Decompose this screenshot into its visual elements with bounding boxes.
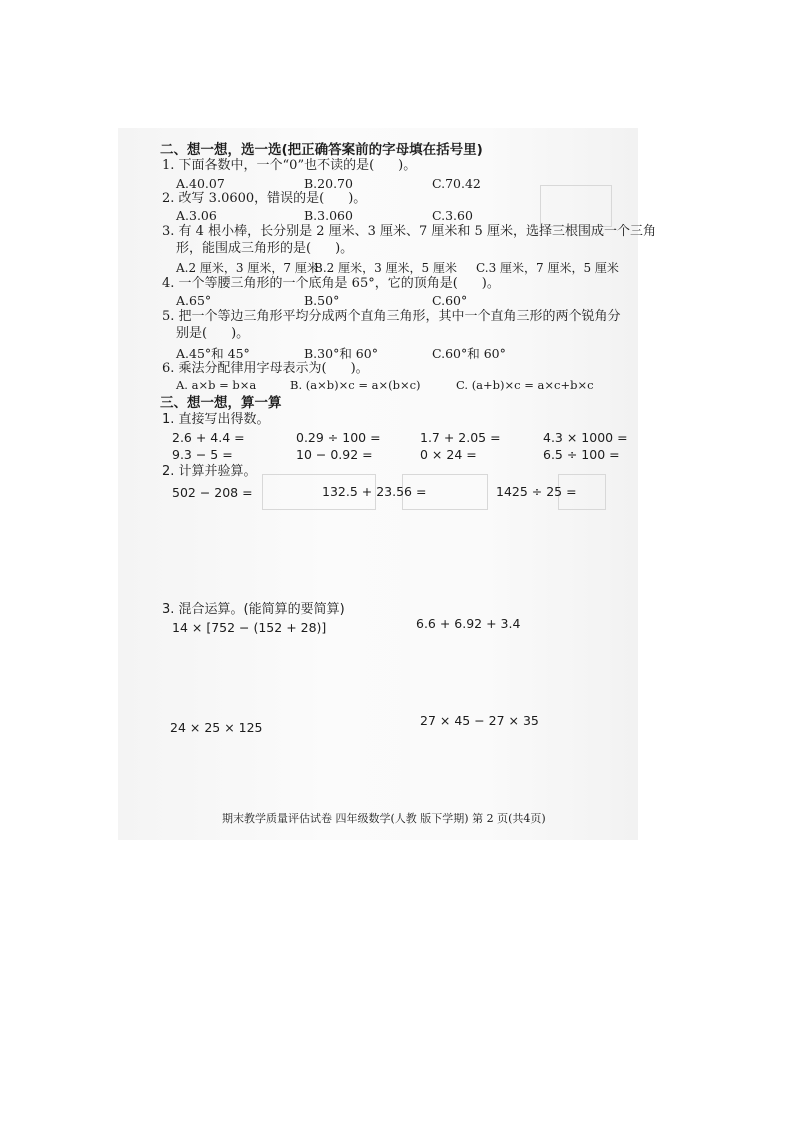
q4-stem: 4. 一个等腰三角形的一个底角是 65°，它的顶角是( )。 <box>162 276 500 291</box>
s3-q1-title: 1. 直接写出得数。 <box>162 412 270 427</box>
s3-q3-title: 3. 混合运算。(能简算的要简算) <box>162 602 345 617</box>
mixed-calc-item: 6.6 + 6.92 + 3.4 <box>416 616 521 631</box>
oral-calc-item: 6.5 ÷ 100 = <box>543 447 620 462</box>
section-3-title: 三、想一想，算一算 <box>160 395 282 411</box>
mixed-calc-item: 24 × 25 × 125 <box>170 720 263 735</box>
q5-stem-line2: 别是( )。 <box>176 326 250 341</box>
s3-q2-title: 2. 计算并验算。 <box>162 464 257 479</box>
q6-option-a: A. a×b = b×a <box>176 378 257 392</box>
oral-calc-item: 1.7 + 2.05 = <box>420 430 501 445</box>
q1-option-a: A.40.07 <box>176 176 225 191</box>
q6-option-b: B. (a×b)×c = a×(b×c) <box>290 378 421 392</box>
verify-calc-item: 132.5 + 23.56 = <box>322 484 427 499</box>
q2-option-a: A.3.06 <box>176 208 217 223</box>
q6-stem: 6. 乘法分配律用字母表示为( )。 <box>162 361 369 376</box>
q3-stem-line2: 形，能围成三角形的是( )。 <box>176 241 354 256</box>
verify-calc-item: 502 − 208 = <box>172 485 253 500</box>
oral-calc-item: 9.3 − 5 = <box>172 447 233 462</box>
q6-option-c: C. (a+b)×c = a×c+b×c <box>456 378 594 392</box>
page-footer: 期末教学质量评估试卷 四年级数学(人教 版下学期) 第 2 页(共4页) <box>222 812 546 825</box>
q1-option-c: C.70.42 <box>432 176 481 191</box>
oral-calc-item: 4.3 × 1000 = <box>543 430 628 445</box>
oral-calc-item: 2.6 + 4.4 = <box>172 430 245 445</box>
q3-stem: 3. 有 4 根小棒，长分别是 2 厘米、3 厘米、7 厘米和 5 厘米，选择三根围成一个三角 <box>162 224 656 239</box>
q1-stem: 1. 下面各数中，一个“0”也不读的是( )。 <box>162 158 417 173</box>
q2-option-c: C.3.60 <box>432 208 473 223</box>
q1-option-b: B.20.70 <box>304 176 353 191</box>
q3-option-b: B.2 厘米，3 厘米，5 厘米 <box>314 261 457 275</box>
mixed-calc-item: 14 × [752 − (152 + 28)] <box>172 620 327 635</box>
q5-option-b: B.30°和 60° <box>304 346 378 361</box>
section-2-title: 二、想一想，选一选(把正确答案前的字母填在括号里) <box>160 142 483 158</box>
q5-option-a: A.45°和 45° <box>176 346 250 361</box>
mixed-calc-item: 27 × 45 − 27 × 35 <box>420 713 539 728</box>
q4-option-c: C.60° <box>432 293 468 308</box>
q4-option-a: A.65° <box>176 293 212 308</box>
bleed-through-box <box>540 185 612 227</box>
verify-calc-item: 1425 ÷ 25 = <box>496 484 577 499</box>
oral-calc-item: 0 × 24 = <box>420 447 477 462</box>
q5-stem: 5. 把一个等边三角形平均分成两个直角三角形，其中一个直角三形的两个锐角分 <box>162 309 621 324</box>
q3-option-a: A.2 厘米，3 厘米，7 厘米 <box>176 261 319 275</box>
q4-option-b: B.50° <box>304 293 340 308</box>
q2-option-b: B.3.060 <box>304 208 353 223</box>
q3-option-c: C.3 厘米，7 厘米，5 厘米 <box>476 261 619 275</box>
q5-option-c: C.60°和 60° <box>432 346 506 361</box>
q2-stem: 2. 改写 3.0600，错误的是( )。 <box>162 191 367 206</box>
oral-calc-item: 10 − 0.92 = <box>296 447 373 462</box>
oral-calc-item: 0.29 ÷ 100 = <box>296 430 381 445</box>
